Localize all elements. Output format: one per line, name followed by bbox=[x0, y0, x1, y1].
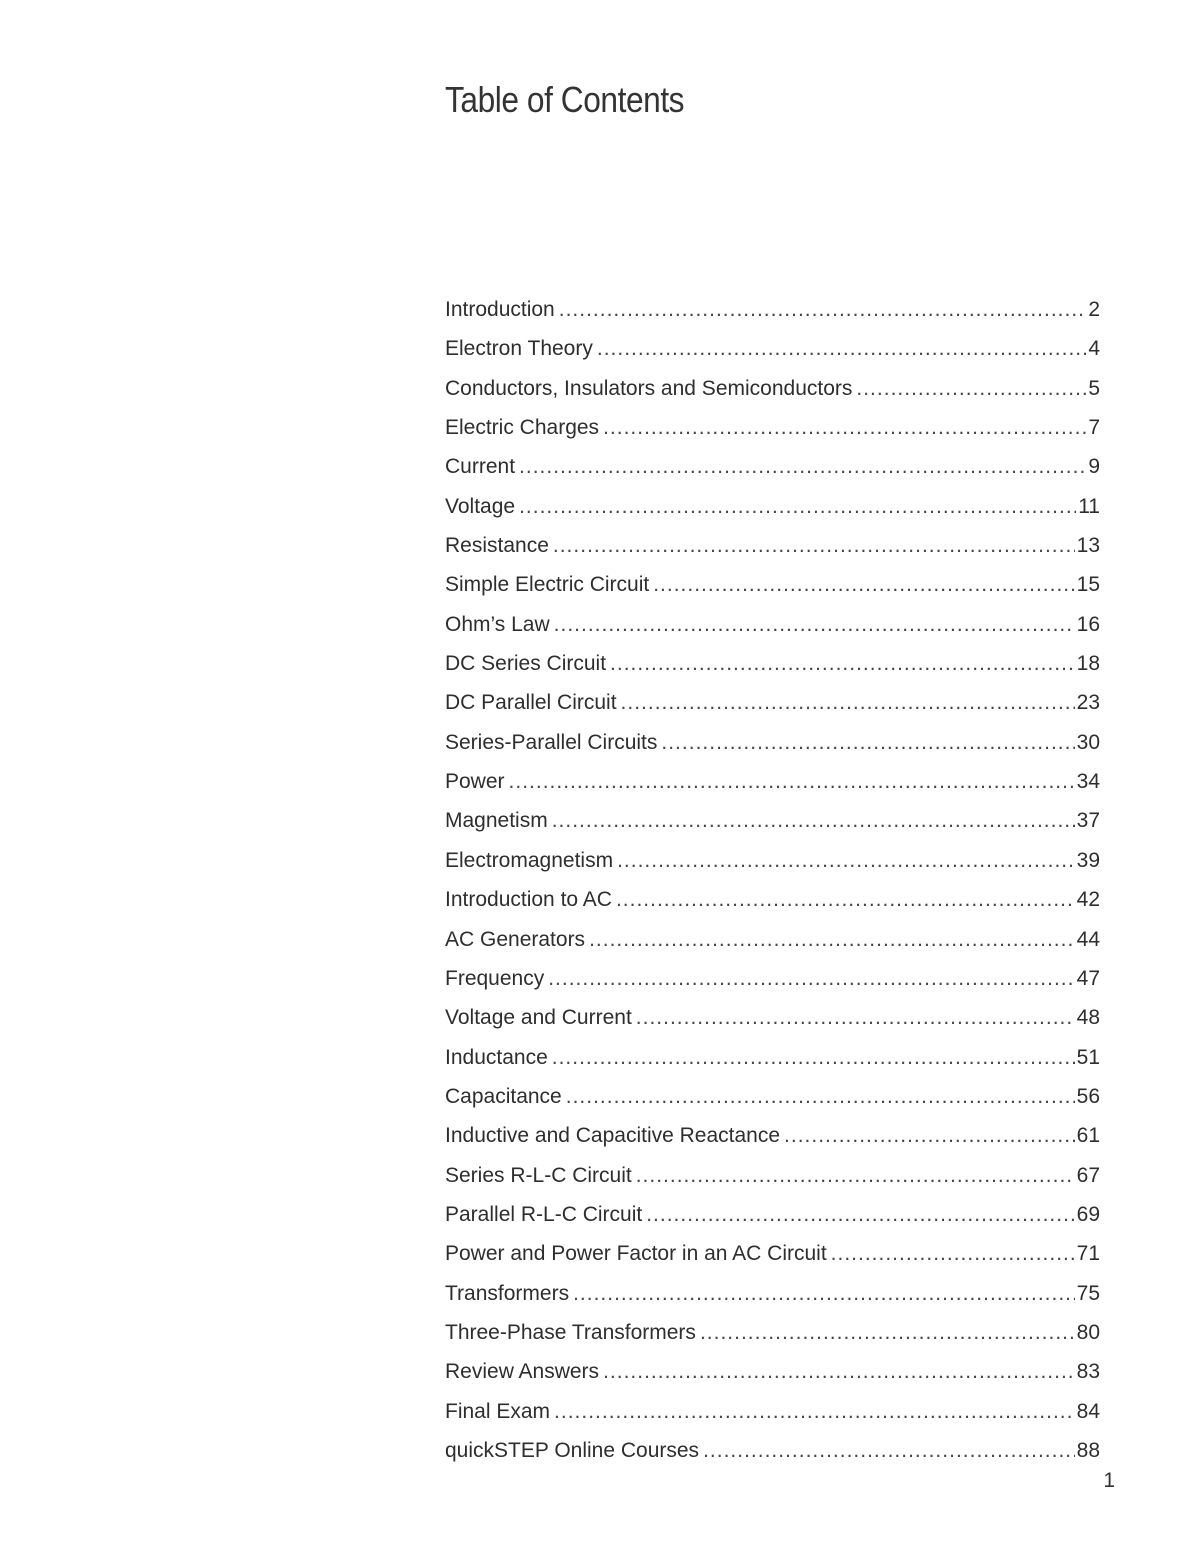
toc-entry bbox=[445, 1116, 1100, 1155]
toc-entry-label: quickSTEP Online Courses bbox=[445, 1438, 700, 1462]
toc-dot-leader bbox=[617, 841, 1075, 880]
toc-entry-label: AC Generators bbox=[445, 927, 586, 951]
toc-entry bbox=[445, 605, 1100, 644]
toc-dot-leader bbox=[653, 565, 1074, 604]
toc-entry bbox=[445, 1195, 1100, 1234]
toc-entry bbox=[445, 526, 1100, 565]
toc-dot-leader bbox=[552, 1038, 1075, 1077]
toc-dot-leader bbox=[589, 920, 1075, 959]
toc-entry-label: Transformers bbox=[445, 1281, 570, 1305]
toc-entry-page: 42 bbox=[1076, 888, 1100, 912]
toc-dot-leader bbox=[566, 1077, 1075, 1116]
toc-entry-page: 44 bbox=[1076, 927, 1100, 951]
toc-entry-label: Series-Parallel Circuits bbox=[445, 730, 658, 754]
toc-dot-leader bbox=[603, 1352, 1075, 1391]
toc-entry-page: 15 bbox=[1076, 573, 1100, 597]
toc-entry-label: Current bbox=[445, 455, 516, 479]
toc-entry bbox=[445, 290, 1100, 329]
toc-dot-leader bbox=[548, 959, 1074, 998]
toc-entry-page: 5 bbox=[1088, 376, 1100, 400]
toc-entry bbox=[445, 1431, 1100, 1470]
toc-entry-page: 23 bbox=[1076, 691, 1100, 715]
toc-entry bbox=[445, 369, 1100, 408]
toc-dot-leader bbox=[509, 762, 1075, 801]
toc-entry bbox=[445, 1274, 1100, 1313]
toc-entry-label: Three-Phase Transformers bbox=[445, 1320, 696, 1344]
toc-entry bbox=[445, 487, 1100, 526]
toc-entry bbox=[445, 447, 1100, 486]
toc-entry-label: Voltage and Current bbox=[445, 1006, 632, 1030]
toc-entry bbox=[445, 959, 1100, 998]
toc-entry-label: Resistance bbox=[445, 534, 549, 558]
toc-entry-label: Introduction bbox=[445, 298, 555, 321]
toc-entry bbox=[445, 1038, 1100, 1077]
toc-entry-page: 11 bbox=[1078, 494, 1100, 518]
toc-entry-page: 37 bbox=[1076, 809, 1100, 833]
toc-dot-leader bbox=[856, 369, 1086, 408]
toc-entry bbox=[445, 1234, 1100, 1273]
toc-entry-label: Ohm’s Law bbox=[445, 612, 550, 636]
toc-entry-page: 9 bbox=[1088, 455, 1100, 479]
toc-dot-leader bbox=[573, 1274, 1075, 1313]
toc-dot-leader bbox=[661, 723, 1074, 762]
toc-entry-label: Frequency bbox=[445, 966, 545, 990]
toc-entry bbox=[445, 998, 1100, 1037]
toc-entry bbox=[445, 920, 1100, 959]
toc-entry-page: 84 bbox=[1076, 1399, 1100, 1423]
toc-entry bbox=[445, 683, 1100, 722]
toc-entry-label: Magnetism bbox=[445, 809, 548, 833]
toc-entry-label: Power bbox=[445, 770, 505, 794]
toc-entry-label: Final Exam bbox=[445, 1399, 551, 1423]
toc-dot-leader bbox=[703, 1431, 1075, 1470]
toc-entry-page: 51 bbox=[1076, 1045, 1100, 1069]
toc-entry-label: Electron Theory bbox=[445, 337, 593, 361]
toc-entry-label: Electromagnetism bbox=[445, 848, 614, 872]
toc-dot-leader bbox=[646, 1195, 1074, 1234]
toc-dot-leader bbox=[559, 290, 1087, 329]
toc-entry bbox=[445, 329, 1100, 368]
toc-entry bbox=[445, 880, 1100, 919]
table-of-contents bbox=[445, 290, 1100, 1470]
toc-dot-leader bbox=[519, 487, 1076, 526]
toc-entry-page: 13 bbox=[1076, 534, 1100, 558]
toc-entry bbox=[445, 801, 1100, 840]
toc-entry-label: Electric Charges bbox=[445, 416, 600, 440]
toc-entry-label: Power and Power Factor in an AC Circuit bbox=[445, 1242, 827, 1266]
toc-entry-page: 16 bbox=[1076, 612, 1100, 636]
toc-entry-page: 30 bbox=[1076, 730, 1100, 754]
toc-entry-page: 71 bbox=[1076, 1242, 1100, 1266]
toc-entry-page: 47 bbox=[1076, 966, 1100, 990]
toc-entry bbox=[445, 723, 1100, 762]
toc-entry bbox=[445, 1392, 1100, 1431]
toc-entry bbox=[445, 565, 1100, 604]
toc-dot-leader bbox=[597, 329, 1086, 368]
toc-dot-leader bbox=[552, 801, 1075, 840]
toc-entry-page: 39 bbox=[1076, 848, 1100, 872]
toc-entry-page: 88 bbox=[1076, 1438, 1100, 1462]
toc-entry-label: Review Answers bbox=[445, 1360, 600, 1384]
toc-entry bbox=[445, 1352, 1100, 1391]
toc-entry-page: 7 bbox=[1088, 416, 1100, 440]
toc-dot-leader bbox=[519, 447, 1086, 486]
toc-entry-page: 34 bbox=[1076, 770, 1100, 794]
toc-dot-leader bbox=[621, 683, 1075, 722]
toc-entry-label: Simple Electric Circuit bbox=[445, 573, 650, 597]
toc-entry-page: 4 bbox=[1088, 337, 1100, 361]
toc-entry-label: Voltage bbox=[445, 494, 516, 518]
toc-dot-leader bbox=[553, 526, 1075, 565]
toc-entry-page: 69 bbox=[1076, 1202, 1100, 1226]
toc-entry-page: 80 bbox=[1076, 1320, 1100, 1344]
toc-entry-label: Conductors, Insulators and Semiconductors bbox=[445, 376, 853, 400]
toc-entry-page: 67 bbox=[1076, 1163, 1100, 1187]
toc-entry-page: 75 bbox=[1076, 1281, 1100, 1305]
toc-dot-leader bbox=[636, 998, 1075, 1037]
toc-dot-leader bbox=[554, 1392, 1075, 1431]
toc-entry-label: Capacitance bbox=[445, 1084, 562, 1108]
toc-dot-leader bbox=[700, 1313, 1075, 1352]
toc-entry-label: Introduction to AC bbox=[445, 888, 612, 912]
toc-entry-label: DC Parallel Circuit bbox=[445, 691, 617, 715]
toc-entry-label: Parallel R-L-C Circuit bbox=[445, 1202, 643, 1226]
toc-dot-leader bbox=[554, 605, 1075, 644]
toc-entry-label: Inductance bbox=[445, 1045, 548, 1069]
toc-entry bbox=[445, 762, 1100, 801]
toc-entry bbox=[445, 644, 1100, 683]
page-number: 1 bbox=[1103, 1469, 1115, 1492]
toc-entry-page: 18 bbox=[1076, 652, 1100, 676]
toc-dot-leader bbox=[831, 1234, 1075, 1273]
toc-dot-leader bbox=[610, 644, 1075, 683]
page-title: Table of Contents bbox=[445, 79, 685, 120]
toc-entry bbox=[445, 1077, 1100, 1116]
toc-entry-page: 48 bbox=[1076, 1006, 1100, 1030]
toc-dot-leader bbox=[784, 1116, 1075, 1155]
toc-entry bbox=[445, 841, 1100, 880]
toc-dot-leader bbox=[616, 880, 1075, 919]
toc-entry-page: 2 bbox=[1088, 298, 1100, 321]
toc-dot-leader bbox=[636, 1156, 1075, 1195]
toc-entry-label: Series R-L-C Circuit bbox=[445, 1163, 632, 1187]
toc-entry bbox=[445, 1313, 1100, 1352]
toc-entry-page: 83 bbox=[1076, 1360, 1100, 1384]
toc-entry bbox=[445, 1156, 1100, 1195]
toc-dot-leader bbox=[603, 408, 1086, 447]
toc-entry-label: Inductive and Capacitive Reactance bbox=[445, 1124, 781, 1148]
toc-entry-page: 61 bbox=[1076, 1124, 1100, 1148]
toc-entry-page: 56 bbox=[1076, 1084, 1100, 1108]
toc-entry bbox=[445, 408, 1100, 447]
toc-entry-label: DC Series Circuit bbox=[445, 652, 607, 676]
